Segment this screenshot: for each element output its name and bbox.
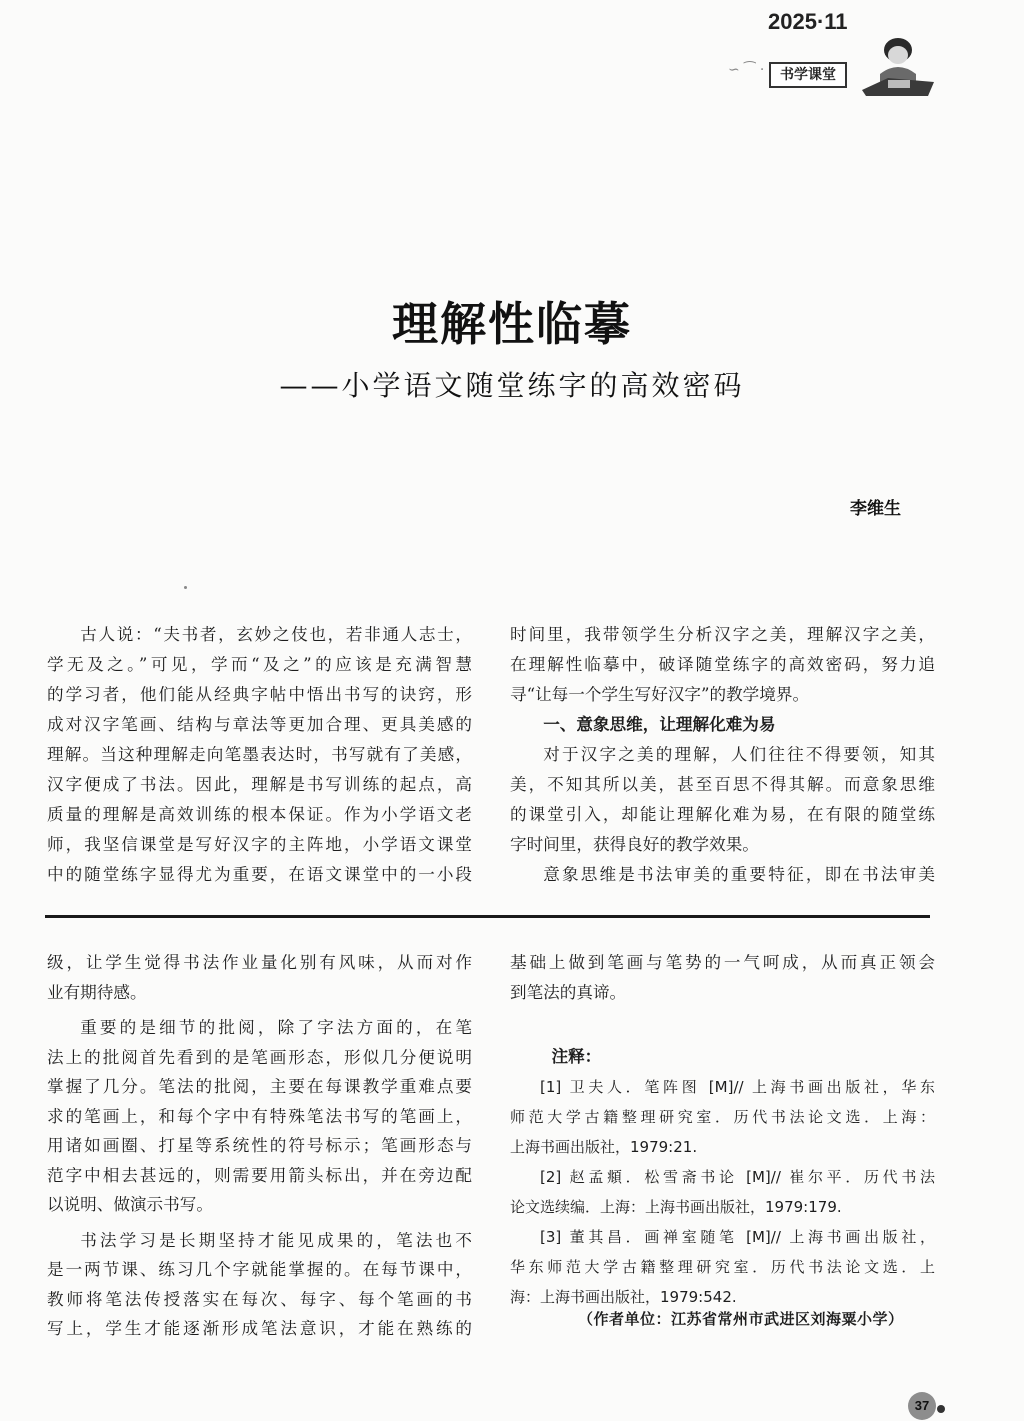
body-column-bottom-left	[47, 948, 472, 1344]
body-line: 业有期待感。	[47, 982, 147, 1002]
body-line: 重要的是细节的批阅，除了字法方面的，在笔	[80, 1018, 472, 1037]
body-line: 成对汉字笔画、结构与章法等更加合理、更具美感的	[47, 715, 472, 734]
body-line: 美，不知其所以美，甚至百思不得其解。而意象思维	[510, 775, 935, 794]
body-line: 学无及之。”可见，学而“及之”的应该是充满智慧	[47, 655, 472, 674]
issue-number: 2025·11	[768, 9, 848, 34]
ink-blot-icon	[937, 1405, 945, 1413]
body-line: 寻“让每一个学生写好汉字”的教学境界。	[510, 685, 810, 704]
author-name: 李维生	[850, 499, 901, 519]
body-line: 基础上做到笔画与笔势的一气呵成，从而真正领会	[510, 953, 935, 972]
reading-child-icon	[858, 34, 938, 100]
body-line: 的学习者，他们能从经典字帖中悟出书写的诀窍，形	[47, 685, 472, 704]
body-line: 中的随堂练字显得尤为重要，在语文课堂中的一小段	[47, 865, 472, 884]
reference-line: 论文选续编．上海：上海书画出版社，1979:179.	[510, 1198, 842, 1216]
reference-line: 师范大学古籍整理研究室．历代书法论文选．上海：	[510, 1108, 935, 1126]
author-affiliation: （作者单位：江苏省常州市武进区刘海粟小学）	[578, 1310, 904, 1328]
body-line: 范字中相去甚远的，则需要用箭头标出，并在旁边配	[47, 1165, 472, 1185]
swirl-decoration-icon: ∽ ⁀ ·	[728, 62, 765, 78]
body-line: 古人说：“夫书者，玄妙之伎也，若非通人志士，	[80, 625, 472, 644]
notes-label: 注释：	[551, 1047, 602, 1066]
section-heading: 一、意象思维，让理解化难为易	[543, 715, 776, 734]
reference-line: 上海书画出版社，1979:21.	[510, 1138, 698, 1156]
page-number: 37	[908, 1392, 936, 1420]
body-line: 的课堂引入，却能让理解化难为易，在有限的随堂练	[510, 805, 935, 824]
article-title: 理解性临摹	[392, 297, 632, 351]
body-line: 汉字便成了书法。因此，理解是书写训练的起点，高	[47, 775, 472, 794]
body-line: 在理解性临摹中，破译随堂练字的高效密码，努力追	[510, 655, 935, 674]
reference-line: [1] 卫夫人．笔阵图 [M]// 上海书画出版社，华东	[540, 1078, 935, 1096]
column-badge: 书学课堂	[769, 62, 847, 88]
body-column-bottom-right	[510, 948, 935, 1312]
body-line: 写上，学生才能逐渐形成笔法意识，才能在熟练的	[47, 1319, 472, 1338]
body-line: 质量的理解是高效训练的根本保证。作为小学语文老	[47, 805, 472, 824]
body-line: 时间里，我带领学生分析汉字之美，理解汉字之美，	[510, 625, 935, 644]
body-line: 到笔法的真谛。	[510, 983, 627, 1002]
body-column-top-right	[510, 620, 935, 890]
body-line: 师，我坚信课堂是写好汉字的主阵地，小学语文课堂	[47, 835, 472, 854]
body-line: 理解。当这种理解走向笔墨表达时，书写就有了美感，	[47, 745, 472, 764]
ink-speck	[184, 586, 187, 589]
reference-line: 海：上海书画出版社，1979:542.	[510, 1288, 737, 1306]
body-line: 级，让学生觉得书法作业量化别有风味，从而对作	[47, 953, 472, 972]
body-line: 字时间里，获得良好的教学效果。	[510, 835, 759, 854]
body-line: 是一两节课、练习几个字就能掌握的。在每节课中，	[47, 1260, 472, 1279]
body-line: 求的笔画上，和每个字中有特殊笔法书写的笔画上，	[47, 1106, 472, 1126]
article-subtitle: ——小学语文随堂练字的高效密码	[279, 369, 745, 402]
reference-line: 华东师范大学古籍整理研究室．历代书法论文选．上	[510, 1258, 935, 1276]
body-line: 法上的批阅首先看到的是笔画形态，形似几分便说明	[47, 1047, 472, 1067]
body-line: 书法学习是长期坚持才能见成果的，笔法也不	[80, 1230, 472, 1250]
body-line: 对于汉字之美的理解，人们往往不得要领，知其	[543, 745, 935, 764]
body-line: 意象思维是书法审美的重要特征，即在书法审美	[543, 865, 935, 884]
body-line: 用诸如画圈、打星等系统性的符号标示；笔画形态与	[47, 1136, 472, 1155]
body-line: 教师将笔法传授落实在每次、每字、每个笔画的书	[47, 1289, 472, 1309]
reference-line: [2] 赵孟頫．松雪斋书论 [M]// 崔尔平．历代书法	[540, 1168, 935, 1186]
section-divider	[45, 915, 930, 918]
body-line: 以说明、做演示书写。	[47, 1195, 213, 1214]
body-line: 掌握了几分。笔法的批阅，主要在每课教学重难点要	[47, 1077, 472, 1096]
reference-line: [3] 董其昌．画禅室随笔 [M]// 上海书画出版社，	[540, 1228, 935, 1246]
body-column-top-left	[47, 620, 472, 890]
